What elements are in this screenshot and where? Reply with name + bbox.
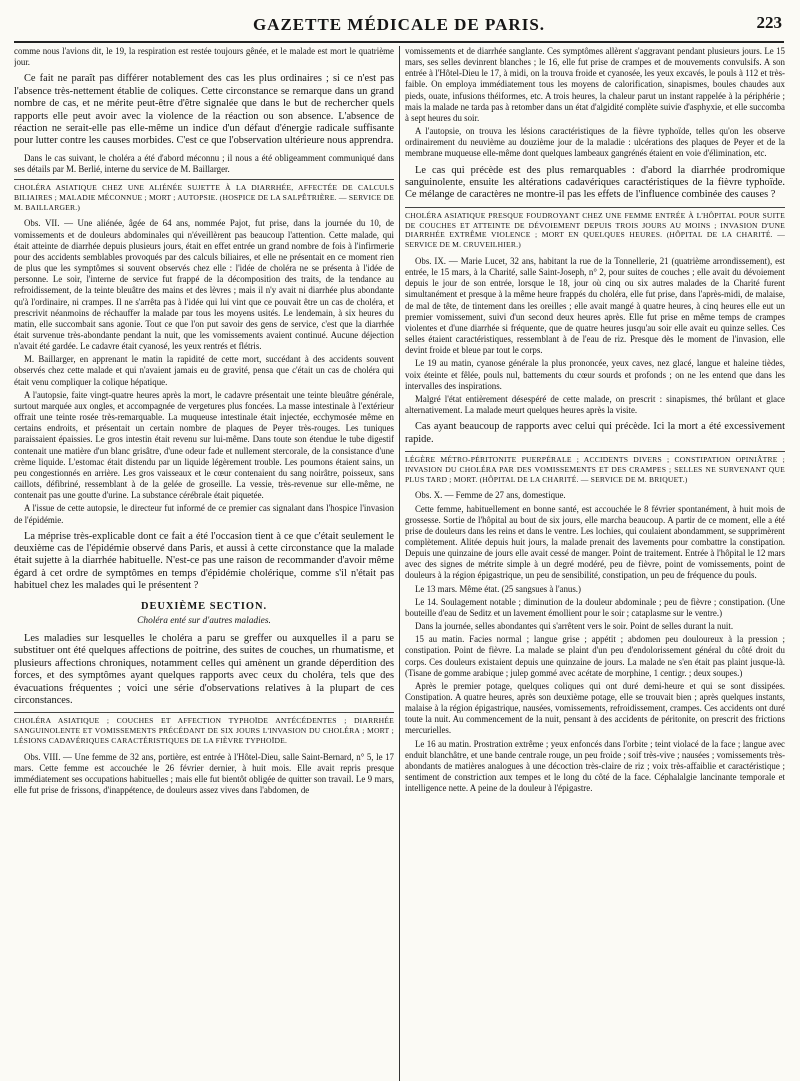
commentary-paragraph: Les maladies sur lesquelles le choléra a paru se greffer ou auxquelles il a paru se substituer ont été quelques affections de poitrine, des suites de couches, un rhumatisme, et plusieurs affections chroniques, notamment celles qui amènent un grande déperdition des forces, et des symptômes ayant quelques rapports avec ceux du choléra, tels que des évacuations fréquentes ; voici une série d'observations relatives à la plupart de ces circonstances.: [14, 633, 394, 707]
page-header: [14, 13, 784, 43]
paragraph: Obs. X. — Femme de 27 ans, domestique.: [415, 490, 566, 501]
paragraph: Malgré l'état entièrement désespéré de cette malade, on prescrit : sinapismes, thé brûlant et glace alternativement. La malade meurt quelques heures après la visite.: [405, 393, 785, 415]
right-column: [405, 46, 785, 1081]
case-heading: LÉGÈRE MÉTRO-PÉRITONITE PUERPÉRALE ; ACCIDENTS DIVERS ; CONSTIPATION OPINIÂTRE ; INVASION DU CHOLÉRA PAR DES VOMISSEMENTS ET DES CRAMPES ; SELLES NE SURVENANT QUE PLUS TARD ; MORT. (HÔPITAL DE LA CHARITÉ. — SERVICE DE M. BRIQUET.): [405, 451, 785, 484]
paragraph: A l'autopsie, faite vingt-quatre heures après la mort, le cadavre présentait une teinte bleuâtre générale, surtout marquée aux ongles, et accompagnée de vergetures plus foncées. La masse intestinale à l'extérieur offrait une teinte rosée très-remarquable. La muqueuse intestinale était injectée, ecchymosée même en certains endroits, et présentait un certain nombre de plaques de Peyer très-rouges. Les tuniques paraissaient épaissies. Le gros intestin était revenu sur lui-même. Dans toute son étendue le tube digestif contenait une matière d'un blanc grisâtre, d'une odeur fade et nullement stercorale, de la consistance d'une crème liquide. L'estomac était distendu par un liquide légèrement trouble. Les poumons étaient sains, un peu congestionnés en arrière. Les gros vaisseaux et le cœur contenaient du sang noirâtre, poisseux, sans caillots, défibriné, ressemblant à de la gelée de groseille. La vessie, très-revenue sur elle-même, ne contenait pas une goutte d'urine. La substance cérébrale était piquetée.: [14, 389, 394, 501]
left-column: [14, 46, 394, 1081]
page-number: 223: [756, 13, 782, 32]
paragraph: A l'autopsie, on trouva les lésions caractéristiques de la fièvre typhoïde, telles qu'on les observe ordinairement du neuvième au douzième jour de la maladie : ulcérations des plaques de Peyer et de la membrane muqueuse elle-même dont quelques lambeaux gangrénés étaient en voie d'élimination, etc.: [405, 126, 785, 159]
paragraph: Le 19 au matin, cyanose générale la plus prononcée, yeux caves, nez glacé, langue et haleine tièdes, voix éteinte et fêlée, pouls nul, battements du cœur sourds et profonds ; on ne les entend que dans les intervalles des inspirations.: [405, 358, 785, 391]
case-heading: CHOLÉRA ASIATIQUE PRESQUE FOUDROYANT CHEZ UNE FEMME ENTRÉE À L'HÔPITAL POUR SUITE DE COUCHES ET ATTEINTE DE DÉVOIEMENT DEPUIS TROIS JOURS AU MOINS ; INVASION D'UNE DIARRHÉE EXTRÊME VIOLENCE ; MORT EN QUELQUES HEURES. (HÔPITAL DE LA CHARITÉ. — SERVICE DE M. CRUVEILHIER.): [405, 207, 785, 250]
paragraph: Cette femme, habituellement en bonne santé, est accouchée le 8 février spontanément, à huit mois de grossesse. Sortie de l'hôpital au bout de six jours, elle marcha beaucoup. A partir de ce moment, elle a été prise de douleurs dans les reins et dans le ventre. Les lochies, qui coulaient abondamment, se supprimèrent complètement. Alitée depuis huit jours, la malade prenait des lavements pour combattre la constipation. Depuis une quinzaine de jours elle avait cessé de manger. Point de traitement. Entrée à l'hôpital le 12 mars avec des signes de métrite simple à un degré modéré, peu de fièvre, point de vomissements, point de douleurs à la région épigastrique, un peu de sensibilité, constipation, un peu de fréquence du pouls.: [405, 503, 785, 581]
paragraph: Dans la journée, selles abondantes qui s'arrêtent vers le soir. Point de selles durant la nuit.: [415, 621, 734, 632]
case-heading: CHOLÉRA ASIATIQUE CHEZ UNE ALIÉNÉE SUJETTE À LA DIARRHÉE, AFFECTÉE DE CALCULS BILIAIRES ; MALADIE MÉCONNUE ; MORT ; AUTOPSIE. (HOSPICE DE LA SALPÊTRIÈRE. — SERVICE DE M. BAILLARGER.): [14, 179, 394, 212]
paragraph: Obs. VII. — Une aliénée, âgée de 64 ans, nommée Pajot, fut prise, dans la journée du 10, de vomissements et de douleurs abdominales qui n'éveillèrent pas beaucoup l'attention. Cette malade, qui était atteinte de diarrhée depuis plusieurs jours, était en effet entrée un grand nombre de fois à l'infirmerie pour des accidents semblables provoqués par des calculs biliaires, et elle ne présentait en ce moment rien de plus que les symptômes si souvent observés chez elle : l'idée de choléra ne se présenta à l'idée de personne. Le soir, l'interne de service fut frappé de la décomposition des traits, de la tendance au refroidissement, de la teinte bleuâtre des mains et des lèvres ; mais il n'y avait ni diarrhée plus abondante qu'à l'ordinaire, ni crampes. Il ne s'arrêta pas à l'idée qui lui vint que ce pouvait être un cas de choléra, et prescrivit néanmoins de réchauffer la malade par tous les moyens usités. Le lendemain, à six heures du matin, elle succombait sans agonie. Tout ce que l'on put savoir des gens de service, c'est que la diarrhée était survenue très-abondante pendant la nuit, que les vomissements avaient continué. Aucune déjection n'avait été gardée. Le cadavre était cyanosé, les yeux rentrés et flétris.: [14, 218, 394, 352]
commentary-paragraph: La méprise très-explicable dont ce fait a été l'occasion tient à ce que c'était seulement le deuxième cas de l'épidémie observé dans Paris, et aussi à cette circonstance que la malade était sujette à la diarrhée habituelle. N'est-ce pas une raison de recommander d'avoir même égard à cet ordre de symptômes en temps d'épidémie cholérique, comme s'il n'était pas habituel chez les malades qui le présentent ?: [14, 530, 394, 592]
journal-title: GAZETTE MÉDICALE DE PARIS.: [252, 15, 546, 34]
commentary-paragraph: Ce fait ne paraît pas différer notablement des cas les plus ordinaires ; si ce n'est pas l'absence très-nettement établie de coliques. Cette circonstance se remarque dans un grand nombre de cas, et ne mérite peut-être d'être signalée que dans le but de rechercher quels rapports elle peut avoir avec la violence de la réaction ou son absence. L'absence de réaction ne serait-elle pas elle-même un indice d'un défaut d'énergie radicale suffisante pour lutter contre les causes morbides. C'est ce que l'observation ultérieure nous apprendra.: [14, 73, 394, 147]
paragraph: Le 13 mars. Même état. (25 sangsues à l'anus.): [415, 583, 581, 594]
commentary-paragraph: Cas ayant beaucoup de rapports avec celui qui précède. Ici la mort a été excessivement rapide.: [405, 421, 785, 445]
paragraph: Obs. IX. — Marie Lucet, 32 ans, habitant la rue de la Tonnellerie, 21 (quatrième arrondissement), est entrée, le 15 mars, à la Charité, salle Saint-Joseph, n° 2, pour suites de couches ; elle avait du dévoiement depuis le jour de son entrée, lorsque le 18, jour où cinq ou six autres malades de la Charité furent simultanément et presque à la même heure frappés du choléra, elle fut prise, dans l'après-midi, de malaise, de mal de tête, de tintement dans les oreilles ; elle avait mangé à quatre heures, à cinq heures elle eut un premier vomissement, suivi d'un second deux heures après. Elle fut prise en même temps de crampes violentes et d'une diarrhée si fréquente, que de quatre heures jusqu'au soir elle avait eu quinze selles. Ces selles étaient caractéristiques, ressemblant à de l'eau de riz. Presque dès le moment de l'invasion, elle devint froide et bleue par tout le corps.: [405, 255, 785, 356]
paragraph: M. Baillarger, en apprenant le matin la rapidité de cette mort, succédant à des accidents souvent observés chez cette malade et qui n'avaient jamais eu de gravité, pensa que c'était un cas de choléra qui était venu compliquer la colique hépatique.: [14, 354, 394, 387]
column-divider: [399, 46, 400, 1081]
section-title: DEUXIÈME SECTION.: [140, 600, 268, 612]
paragraph: Obs. VIII. — Une femme de 32 ans, portière, est entrée à l'Hôtel-Dieu, salle Saint-Bernard, n° 5, le 17 mars. Cette femme est accouchée le 26 février dernier, à huit mois. Elle avait repris presque immédiatement ses occupations habituelles ; mais elle fut bientôt obligée de quitter son travail. Le 9 mars, elle fut prise de frissons, d'inappétence, de douleurs assez vives dans l'abdomen, de: [14, 751, 394, 796]
paragraph: comme nous l'avions dit, le 19, la respiration est restée toujours gênée, et le malade est mort le quatrième jour.: [14, 46, 394, 68]
paragraph: Le 14. Soulagement notable ; diminution de la douleur abdominale ; peu de fièvre ; constipation. (Une bouteille d'eau de Seditz et un lavement émollient pour le soir ; cataplasme sur le ventre.): [405, 596, 785, 618]
paragraph: 15 au matin. Facies normal ; langue grise ; appétit ; abdomen peu douloureux à la pression ; constipation. Point de fièvre. La malade se plaint d'un peu d'endolorissement général du côté droit du corps. Ces douleurs existaient depuis une quinzaine de jours. La malade ne s'en était pas plaint jusque-là. (Tisane de gomme arabique ; julep gommé avec acétate de morphine, 1 centigr. ; deux soupes.): [405, 634, 785, 678]
paragraph: Après le premier potage, quelques coliques qui ont duré demi-heure et qui se sont dissipées. Constipation. A quatre heures, après son deuxième potage, elle se trouvait bien ; après quelques instants, malaise à la région épigastrique, nausées, vomissements, refroidissement, crampes. Ces accidents ont duré toute la nuit. Au commencement de la nuit, pensant à des accidents de péritonite, on prescrit des frictions mercurielles.: [405, 680, 785, 736]
paragraph: Le 16 au matin. Prostration extrême ; yeux enfoncés dans l'orbite ; teint violacé de la face ; langue avec enduit blanchâtre, et une bande centrale rouge, un peu froide ; soif très-vive ; nausées ; vomissements très-abondants de matières analogues à une décoction très-claire de riz ; voix très-affaiblie et caractéristique ; sentiment de constriction aux tempes et le long du côté de la face. Céphalalgie lancinante temporale et intelligence nette. A peine de la douleur à l'épigastre.: [405, 738, 785, 794]
commentary-paragraph: Le cas qui précède est des plus remarquables : d'abord la diarrhée prodromique sanguinolente, ensuite les altérations cadavériques caractéristiques de la fièvre typhoïde. Ce mélange de caractères ne montre-il pas les effets de l'influence combinée des causes ?: [405, 164, 785, 201]
paragraph: Dans le cas suivant, le choléra a été d'abord méconnu ; il nous a été obligeamment communiqué dans ses détails par M. Berlié, interne du service de M. Baillarger.: [14, 152, 394, 174]
paragraph: A l'issue de cette autopsie, le directeur fut informé de ce premier cas signalant dans l'hospice l'invasion de l'épidémie.: [14, 503, 394, 525]
case-heading: CHOLÉRA ASIATIQUE ; COUCHES ET AFFECTION TYPHOÏDE ANTÉCÉDENTES ; DIARRHÉE SANGUINOLENTE ET VOMISSEMENTS PRÉCÉDANT DE SIX JOURS L'INVASION DU CHOLÉRA ; MORT ; LÉSIONS CADAVÉRIQUES CARACTÉRISTIQUES DE LA FIÈVRE TYPHOÏDE.: [14, 712, 394, 745]
paragraph: vomissements et de diarrhée sanglante. Ces symptômes allèrent s'aggravant pendant plusieurs jours. Le 15 mars, ses selles devinrent blanches ; le 16, elle fut prise de crampes et de mouvements convulsifs. A son entrée à l'Hôtel-Dieu le 17, à midi, on la trouva froide et cyanosée, les yeux excavés, le pouls à 112 et très-faible. On employa immédiatement tous les moyens de calorification, sinapismes, boules chaudes aux pieds, ouate, infusions théiformes, etc. A trois heures, la chaleur parut un instant rappelée à la périphérie ; mais la malade ne tarda pas à retomber dans un état d'algidité complète suivie d'asphyxie, et elle succomba à sept heures du soir.: [405, 46, 785, 123]
section-subtitle: Choléra enté sur d'autres maladies.: [137, 615, 271, 626]
